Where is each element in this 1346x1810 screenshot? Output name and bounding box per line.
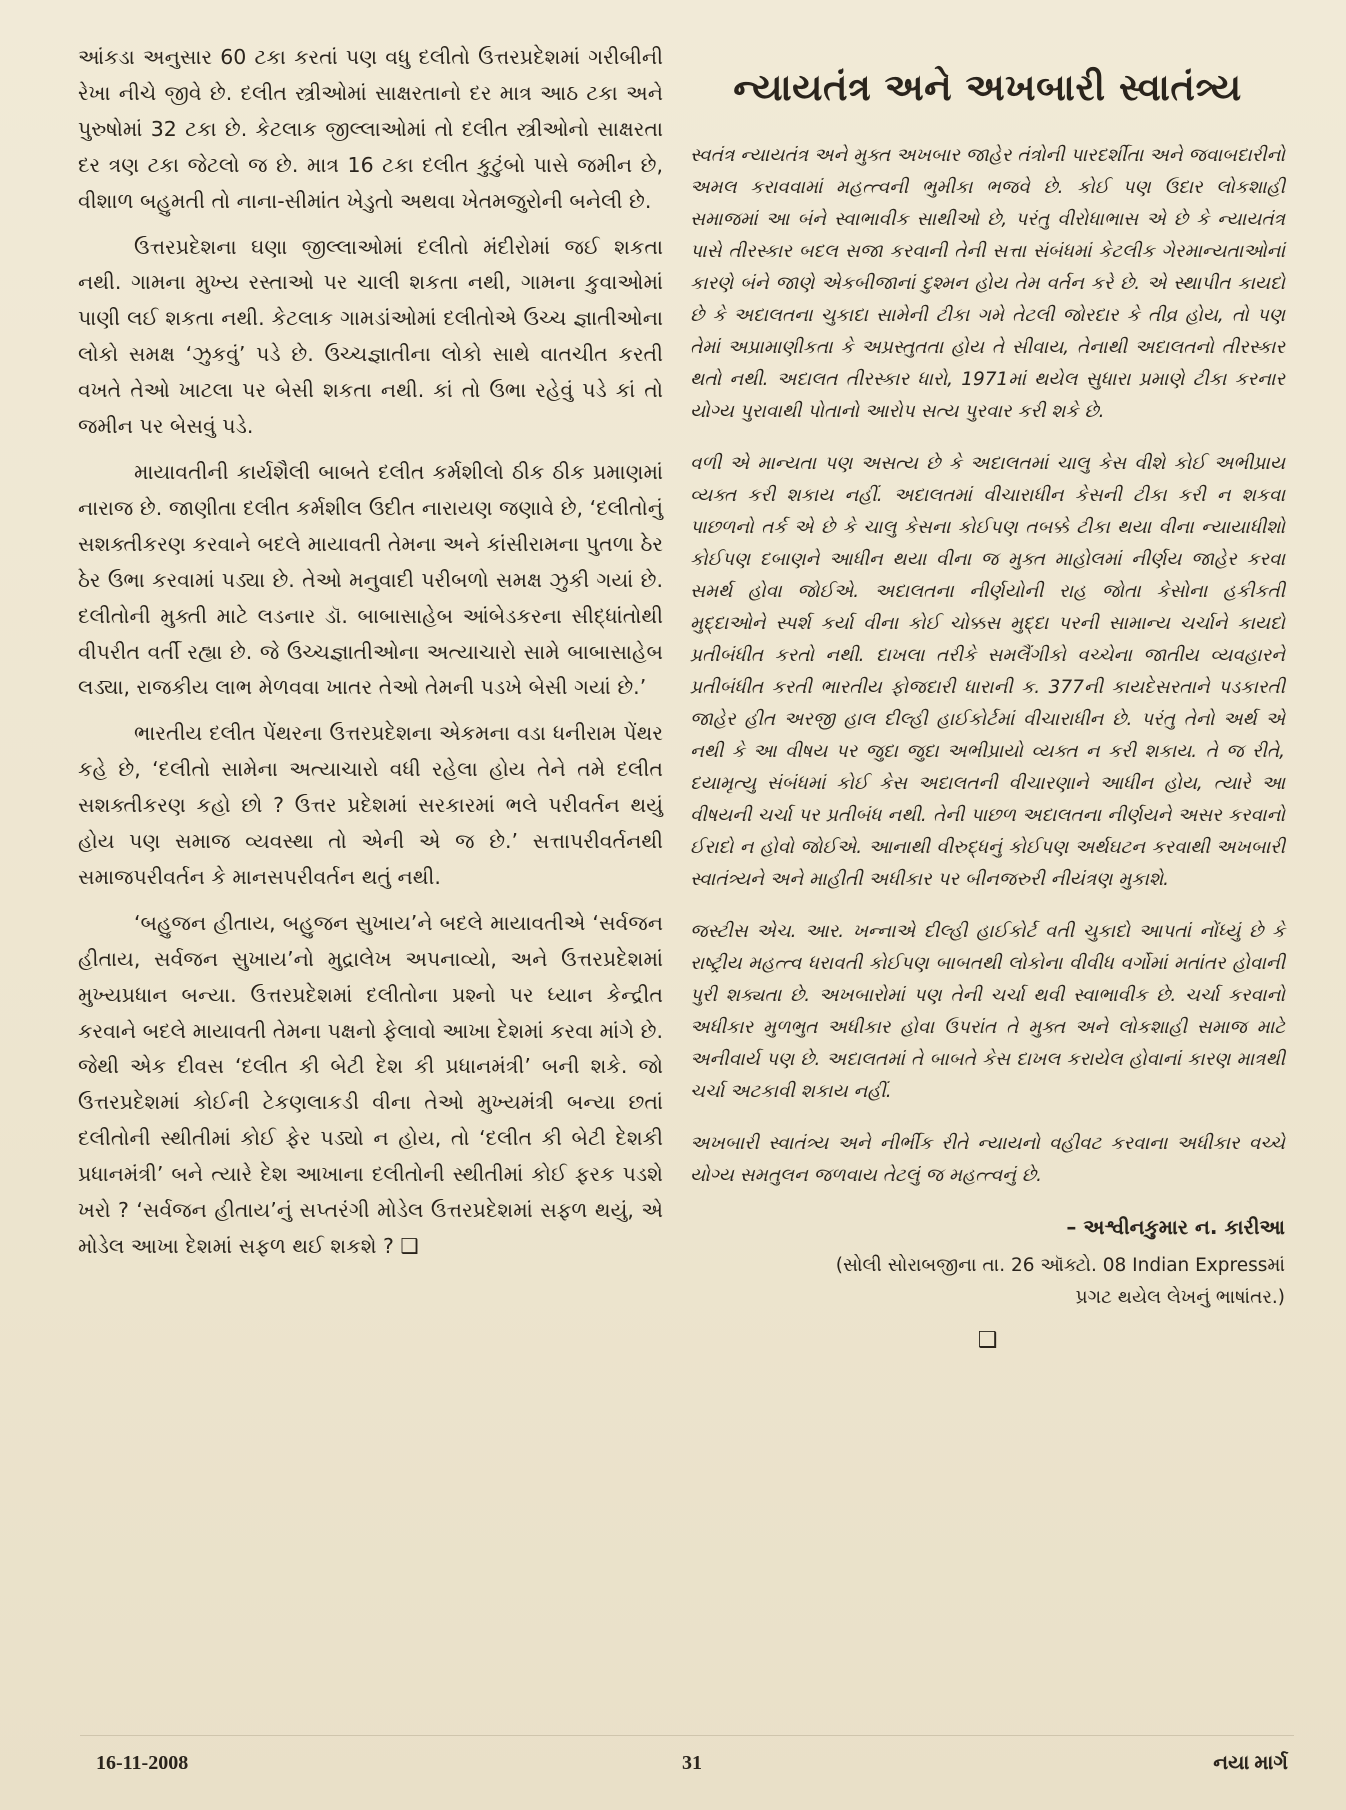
footer-date: 16-11-2008 (96, 1751, 189, 1774)
source-note (690, 1250, 1285, 1314)
footer-divider (80, 1735, 1294, 1736)
right-article-column (690, 58, 1285, 1353)
left-paragraph-4: ભારતીય દલીત પેંથરના ઉત્તરપ્રદેશના એકમના વડા ધનીરામ પેંથર કહે છે, ‘દલીતો સામેના અત્યાચારો વધી રહેલા હોય તેને તમે દલીત સશક્તીકરણ કહો છો ? ઉત્તર પ્રદેશમાં સરકારમાં ભલે પરીવર્તન થયું હોય પણ સમાજ વ્યવસ્થા તો એની એ જ છે.’ સત્તાપરીવર્તનથી સમાજપરીવર્તન કે માનસપરીવર્તન થતું નથી. (78, 721, 663, 889)
right-paragraph-3: જસ્ટીસ એચ. આર. ખન્નાએ દીલ્હી હાઈકોર્ટ વતી ચુકાદો આપતાં નોંધ્યું છે કે રાષ્ટ્રીય મહત્ત્વ ધરાવતી કોઈપણ બાબતથી લોકોના વીવીધ વર્ગોમાં મતાંતર હોવાની પુરી શક્યતા છે. અખબારોમાં પણ તેની ચર્ચા થવી સ્વાભાવીક છે. ચર્ચા કરવાનો અધીકાર મુળભુત અધીકાર હોવા ઉપરાંત તે મુક્ત અને લોકશાહી સમાજ માટે અનીવાર્ય પણ છે. અદાલતમાં તે બાબતે કેસ દાખલ કરાયેલ હોવાનાં કારણ માત્રથી ચર્ચા અટકાવી શકાય નહીં. (690, 921, 1285, 1102)
page-footer (96, 1748, 1288, 1778)
article-title: ન્યાયતંત્ર અને અખબારી સ્વાતંત્ર્ય (733, 66, 1242, 109)
source-note-line-2: પ્રગટ થયેલ લેખનું ભાષાંતર.) (1075, 1287, 1285, 1308)
left-paragraph-3: માયાવતીની કાર્યશૈલી બાબતે દલીત કર્મશીલો ઠીક ઠીક પ્રમાણમાં નારાજ છે. જાણીતા દલીત કર્મશીલ ઉદીત નારાયણ જણાવે છે, ‘દલીતોનું સશક્તીકરણ કરવાને બદલે માયાવતી તેમના અને કાંસીરામના પુતળા ઠેર ઠેર ઉભા કરવામાં પડ્યા છે. તેઓ મનુવાદી પરીબળો સમક્ષ ઝુકી ગયાં છે. દલીતોની મુક્તી માટે લડનાર ડૉ. બાબાસાહેબ આંબેડકરના સીદ્ધાંતોથી વીપરીત વર્તી રહ્યા છે. જે ઉચ્ચજ્ઞાતીઓના અત્યાચારો સામે બાબાસાહેબ લડ્યા, રાજકીય લાભ મેળવવા ખાતર તેઓ તેમની પડખે બેસી ગયાં છે.’ (78, 459, 663, 700)
right-paragraph-1: સ્વતંત્ર ન્યાયતંત્ર અને મુક્ત અખબાર જાહેર તંત્રોની પારદર્શીતા અને જવાબદારીનો અમલ કરાવવામાં મહત્ત્વની ભુમીકા ભજવે છે. કોઈ પણ ઉદાર લોકશાહી સમાજમાં આ બંને સ્વાભાવીક સાથીઓ છે, પરંતુ વીરોધાભાસ એ છે કે ન્યાયતંત્ર પાસે તીરસ્કાર બદલ સજા કરવાની તેની સત્તા સંબંધમાં કેટલીક ગેરમાન્યતાઓનાં કારણે બંને જાણે એકબીજાનાં દુશ્મન હોય તેમ વર્તન કરે છે. એ સ્થાપીત કાયદો છે કે અદાલતના ચુકાદા સામેની ટીકા ગમે તેટલી જોરદાર કે તીવ્ર હોય, તો પણ તેમાં અપ્રામાણીકતા કે અપ્રસ્તુતતા હોય તે સીવાય, તેનાથી અદાલતનો તીરસ્કાર થતો નથી. અદાલત તીરસ્કાર ધારો, 1971માં થયેલ સુધારા પ્રમાણે ટીકા કરનાર યોગ્ય પુરાવાથી પોતાનો આરોપ સત્ય પુરવાર કરી શકે છે. (690, 145, 1285, 422)
left-article-column (78, 40, 663, 1275)
source-note-line-1: (સોલી સોરાબજીના તા. 26 ઑક્ટો. 08 Indian Expressમાં (835, 1255, 1285, 1276)
right-paragraph-2: વળી એ માન્યતા પણ અસત્ય છે કે અદાલતમાં ચાલુ કેસ વીશે કોઈ અભીપ્રાય વ્યક્ત કરી શકાય નહીં. અદાલતમાં વીચારાધીન કેસની ટીકા કરી ન શકવા પાછળનો તર્ક એ છે કે ચાલુ કેસના કોઈપણ તબક્કે ટીકા થયા વીના ન્યાયાધીશો કોઈપણ દબાણને આધીન થયા વીના જ મુક્ત માહોલમાં નીર્ણય જાહેર કરવા સમર્થ હોવા જોઈએ. અદાલતના નીર્ણયોની રાહ જોતા કેસોના હકીકતી મુદ્દાઓને સ્પર્શ કર્યા વીના કોઈ ચોક્કસ મુદ્દા પરની સામાન્ય ચર્ચાને કાયદો પ્રતીબંધીત કરતો નથી. દાખલા તરીકે સમલૈંગીકો વચ્ચેના જાતીય વ્યવહારને પ્રતીબંધીત કરતી ભારતીય ફોજદારી ધારાની ક. 377ની કાયદેસરતાને પડકારતી જાહેર હીત અરજી હાલ દીલ્હી હાઈકોર્ટમાં વીચારાધીન છે. પરંતુ તેનો અર્થ એ નથી કે આ વીષય પર જુદા જુદા અભીપ્રાયો વ્યક્ત ન કરી શકાય. તે જ રીતે, દયામૃત્યુ સંબંધમાં કોઈ કેસ અદાલતની વીચારણાને આધીન હોય, ત્યારે આ વીષયની ચર્ચા પર પ્રતીબંધ નથી. તેની પાછળ અદાલતના નીર્ણયને અસર કરવાનો ઈરાદો ન હોવો જોઈએ. આનાથી વીરુદ્ધનું કોઈપણ અર્થઘટન કરવાથી અખબારી સ્વાતંત્ર્યને અને માહીતી અધીકાર પર બીનજરુરી નીયંત્રણ મુકાશે. (690, 453, 1285, 890)
footer-publication: નયા માર્ગ (1213, 1751, 1288, 1774)
footer-page-number: 31 (682, 1751, 702, 1774)
left-paragraph-1: આંકડા અનુસાર 60 ટકા કરતાં પણ વધુ દલીતો ઉત્તરપ્રદેશમાં ગરીબીની રેખા નીચે જીવે છે. દલીત સ્ત્રીઓમાં સાક્ષરતાનો દર માત્ર આઠ ટકા અને પુરુષોમાં 32 ટકા છે. કેટલાક જીલ્લાઓમાં તો દલીત સ્ત્રીઓનો સાક્ષરતા દર ત્રણ ટકા જેટલો જ છે. માત્ર 16 ટકા દલીત કુટુંબો પાસે જમીન છે, વીશાળ બહુમતી તો નાના-સીમાંત ખેડુતો અથવા ખેતમજુરોની બનેલી છે. (78, 45, 663, 213)
article-author: – અશ્વીનકુમાર ન. કારીઆ (1066, 1215, 1285, 1239)
end-mark-icon: ❑ (977, 1328, 998, 1353)
left-paragraph-2: ઉત્તરપ્રદેશના ઘણા જીલ્લાઓમાં દલીતો મંદીરોમાં જઈ શકતા નથી. ગામના મુખ્ય રસ્તાઓ પર ચાલી શકતા નથી, ગામના કુવાઓમાં પાણી લઈ શકતા નથી. કેટલાક ગામડાંઓમાં દલીતોએ ઉચ્ચ જ્ઞાતીઓના લોકો સમક્ષ ‘ઝુકવું’ પડે છે. ઉચ્ચજ્ઞાતીના લોકો સાથે વાતચીત કરતી વખતે તેઓ ખાટલા પર બેસી શકતા નથી. કાં તો ઉભા રહેવું પડે કાં તો જમીન પર બેસવું પડે. (78, 234, 663, 439)
left-paragraph-5: ‘બહુજન હીતાય, બહુજન સુખાય’ને બદલે માયાવતીએ ‘સર્વજન હીતાય, સર્વજન સુખાય’નો મુદ્રાલેખ અપનાવ્યો, અને ઉત્તરપ્રદેશમાં મુખ્યપ્રધાન બન્યા. ઉત્તરપ્રદેશમાં દલીતોના પ્રશ્નો પર ધ્યાન કેન્દ્રીત કરવાને બદલે માયાવતી તેમના પક્ષનો ફેલાવો આખા દેશમાં કરવા માંગે છે. જેથી એક દીવસ ‘દલીત કી બેટી દેશ કી પ્રધાનમંત્રી’ બની શકે. જો ઉત્તરપ્રદેશમાં કોઈની ટેકણલાકડી વીના તેઓ મુખ્યમંત્રી બન્યા છતાં દલીતોની સ્થીતીમાં કોઈ ફેર પડ્યો ન હોય, તો ‘દલીત કી બેટી દેશકી પ્રધાનમંત્રી’ બને ત્યારે દેશ આખાના દલીતોની સ્થીતીમાં કોઈ ફરક પડશે ખરો ? ‘સર્વજન હીતાય’નું સપ્તરંગી મોડેલ ઉત્તરપ્રદેશમાં સફળ થયું, એ મોડેલ આખા દેશમાં સફળ થઈ શકશે ? ❑ (78, 910, 663, 1258)
right-paragraph-4: અખબારી સ્વાતંત્ર્ય અને નીર્ભીક રીતે ન્યાયનો વહીવટ કરવાના અધીકાર વચ્ચે યોગ્ય સમતુલન જળવાય તેટલું જ મહત્ત્વનું છે. (690, 1133, 1285, 1186)
